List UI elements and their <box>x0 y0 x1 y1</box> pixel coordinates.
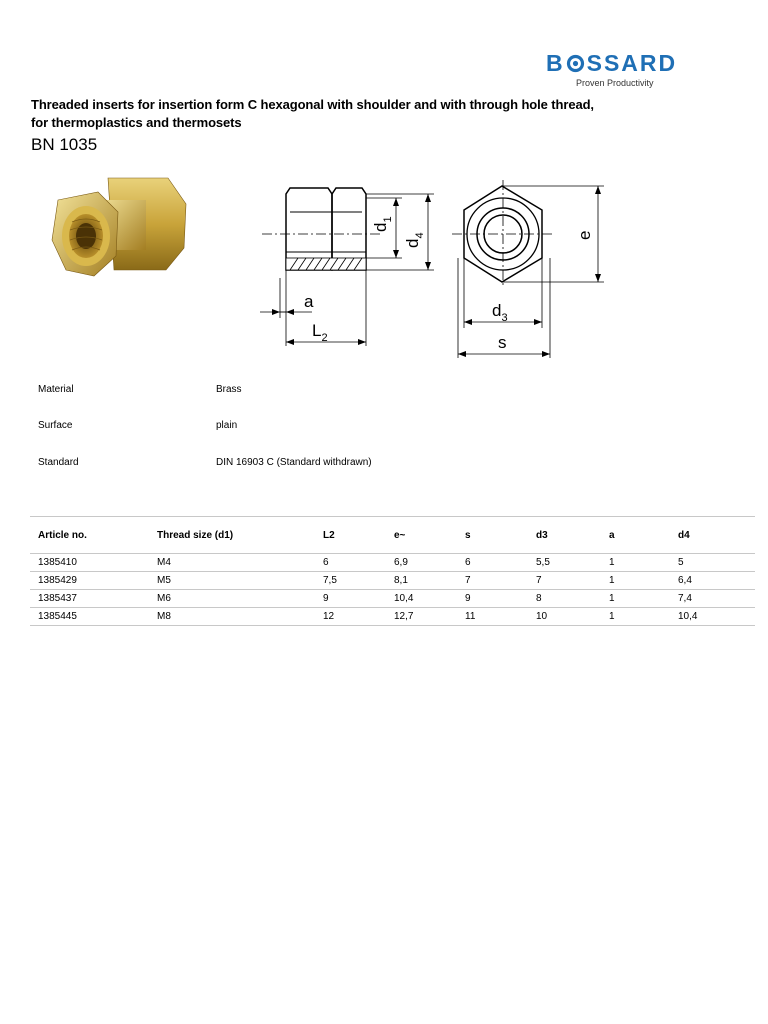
table-row <box>30 554 755 572</box>
table-cell: 10 <box>528 608 601 626</box>
col-thread-size: Thread size (d1) <box>149 517 315 554</box>
title-line-1: Threaded inserts for insertion form C hexagonal with shoulder and with through hole thread, <box>31 97 594 112</box>
table-cell: 6,9 <box>386 554 457 572</box>
table-cell: 8 <box>528 590 601 608</box>
bossard-logo <box>546 50 686 92</box>
table-cell: 9 <box>315 590 386 608</box>
table-cell: 11 <box>457 608 528 626</box>
table-cell: 7,4 <box>670 590 755 608</box>
product-photo <box>36 170 201 290</box>
product-code: BN 1035 <box>31 135 98 154</box>
table-cell: 1 <box>601 590 670 608</box>
property-row-standard <box>38 457 538 471</box>
property-label: Standard <box>38 457 79 468</box>
table-cell: 7 <box>528 572 601 590</box>
property-value: plain <box>216 420 238 431</box>
table-cell: 1385429 <box>30 572 149 590</box>
dim-label-e: e <box>575 230 594 240</box>
dim-label-d1: $d_1$ <box>371 216 394 232</box>
table-cell: 1385410 <box>30 554 149 572</box>
table-cell: 10,4 <box>670 608 755 626</box>
col-e: e~ <box>386 517 457 554</box>
col-d3: d3 <box>528 517 601 554</box>
col-a: a <box>601 517 670 554</box>
table-row <box>30 572 755 590</box>
table-row <box>30 590 755 608</box>
table-cell: 1 <box>601 608 670 626</box>
dim-label-s: s <box>498 333 507 352</box>
property-value: DIN 16903 C (Standard withdrawn) <box>216 457 372 468</box>
col-l2: L2 <box>315 517 386 554</box>
table-cell: 12 <box>315 608 386 626</box>
table-cell: 10,4 <box>386 590 457 608</box>
table-cell: 6 <box>315 554 386 572</box>
property-row-material <box>38 384 538 398</box>
dimension-table <box>30 516 755 626</box>
table-cell: 1 <box>601 572 670 590</box>
table-cell: M4 <box>149 554 315 572</box>
technical-drawing <box>252 178 612 362</box>
table-cell: 1 <box>601 554 670 572</box>
table-cell: 1385437 <box>30 590 149 608</box>
logo-tagline: Proven Productivity <box>576 78 654 88</box>
table-cell: 6 <box>457 554 528 572</box>
dim-label-a: a <box>304 292 314 311</box>
table-cell: M5 <box>149 572 315 590</box>
table-cell: 8,1 <box>386 572 457 590</box>
table-cell: 5,5 <box>528 554 601 572</box>
table-cell: 6,4 <box>670 572 755 590</box>
dim-label-d3: $d_3$ <box>492 301 508 324</box>
table-cell: M8 <box>149 608 315 626</box>
table-cell: 12,7 <box>386 608 457 626</box>
logo-wordmark: B SSARD <box>546 50 678 76</box>
table-cell: 1385445 <box>30 608 149 626</box>
col-d4: d4 <box>670 517 755 554</box>
title-line-2: for thermoplastics and thermosets <box>31 115 242 130</box>
table-row <box>30 608 755 626</box>
table-cell: 9 <box>457 590 528 608</box>
table-header-row <box>30 517 755 554</box>
table-cell: 7 <box>457 572 528 590</box>
product-title <box>31 96 731 132</box>
dim-label-d4: $d_4$ <box>403 232 426 248</box>
col-s: s <box>457 517 528 554</box>
table-cell: 7,5 <box>315 572 386 590</box>
table-cell: M6 <box>149 590 315 608</box>
dim-label-L2: $L_2$ <box>312 321 328 344</box>
property-label: Surface <box>38 420 73 431</box>
col-article-no: Article no. <box>30 517 149 554</box>
property-value: Brass <box>216 384 242 395</box>
logo-circle-o-icon <box>566 54 585 73</box>
table-cell: 5 <box>670 554 755 572</box>
property-row-surface <box>38 420 538 434</box>
property-label: Material <box>38 384 74 395</box>
